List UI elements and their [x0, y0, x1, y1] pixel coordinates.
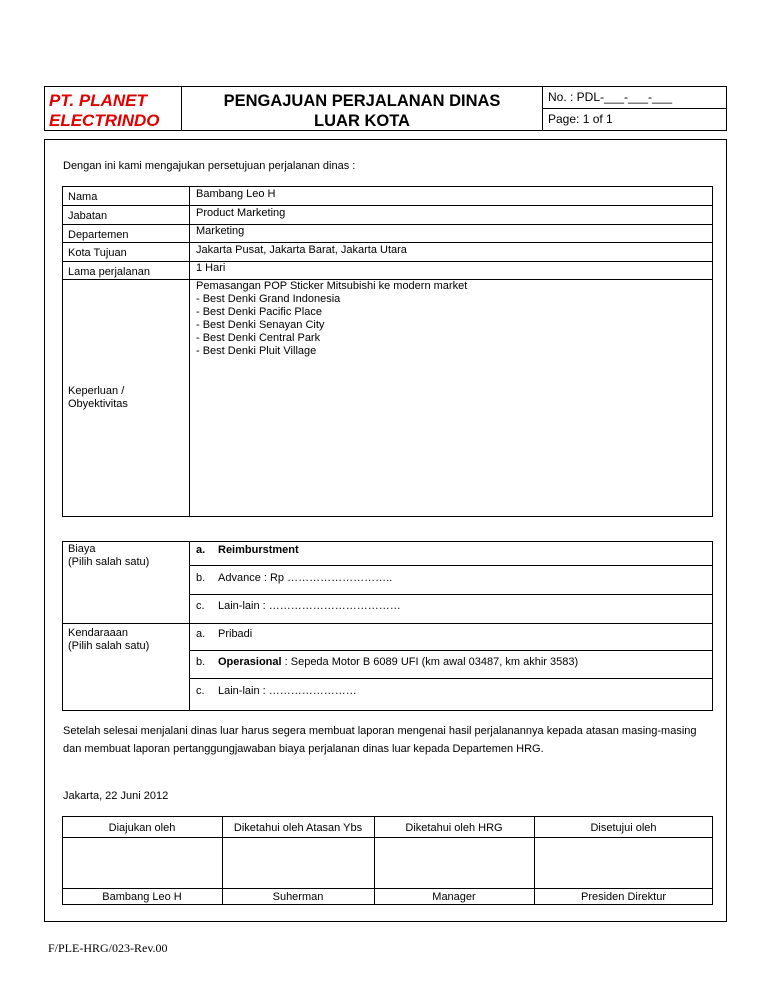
signature-header: Disetujui oleh — [590, 822, 657, 834]
company-name-line2: ELECTRINDO — [49, 111, 160, 130]
document-title-box — [181, 86, 543, 131]
departemen-value: Marketing — [196, 225, 245, 237]
signatory-name: Manager — [432, 891, 476, 903]
document-title-line1: PENGAJUAN PERJALANAN DINAS — [223, 92, 501, 110]
document-title-line2: LUAR KOTA — [314, 112, 410, 130]
option-text: Pribadi — [218, 628, 253, 640]
nama-value: Bambang Leo H — [196, 188, 276, 200]
options-group-line — [62, 623, 713, 624]
lama-perjalanan-value: 1 Hari — [196, 262, 226, 274]
kendaraan-option-c[interactable] — [196, 685, 357, 698]
option-text: Advance : Rp ……………………….. — [218, 572, 393, 584]
keperluan-label — [62, 383, 128, 411]
biaya-label — [68, 543, 149, 569]
option-key: c. — [196, 685, 205, 697]
info-row-line — [62, 261, 713, 262]
biaya-label-line1: Biaya — [68, 543, 96, 555]
kota-tujuan-label: Kota Tujuan — [68, 247, 127, 259]
keperluan-line: Pemasangan POP Sticker Mitsubishi ke modern market — [196, 280, 468, 292]
biaya-label-line2: (Pilih salah satu) — [68, 556, 150, 568]
signature-header: Diajukan oleh — [108, 822, 176, 834]
options-table — [62, 541, 713, 711]
option-key: a. — [196, 628, 206, 640]
option-key: a. — [196, 544, 206, 556]
option-text: : Sepeda Motor B 6089 UFI (km awal 03487, km akhir 3583) — [281, 656, 579, 668]
kota-tujuan-value: Jakarta Pusat, Jakarta Barat, Jakarta Utara — [196, 244, 407, 256]
biaya-option-a[interactable] — [196, 544, 299, 557]
date-text: Jakarta, 22 Juni 2012 — [63, 790, 169, 802]
options-row-line — [189, 650, 713, 651]
kendaraan-label-line2: (Pilih salah satu) — [68, 640, 150, 652]
info-row-line — [62, 224, 713, 225]
page-number: Page: 1 of 1 — [542, 108, 727, 131]
option-text: Lain-lain : …………………… — [218, 685, 357, 697]
options-table-divider — [189, 541, 190, 711]
note-line2: dan membuat laporan pertanggungjawaban biaya perjalanan dinas luar kepada Departemen HRG. — [63, 743, 544, 755]
option-key: b. — [196, 572, 206, 584]
company-name-line1: PT. PLANET — [49, 91, 147, 110]
company-name-box — [44, 86, 182, 131]
option-key: b. — [196, 656, 206, 668]
option-text: Reimburstment — [218, 544, 299, 556]
keperluan-line: - Best Denki Central Park — [196, 332, 321, 344]
keperluan-line: - Best Denki Grand Indonesia — [196, 293, 341, 305]
document-number: No. : PDL-___-___-___ — [542, 86, 727, 109]
signatory-name: Suherman — [272, 891, 324, 903]
options-row-line — [189, 594, 713, 595]
option-text: Lain-lain : ……………………………… — [218, 600, 401, 612]
jabatan-value: Product Marketing — [196, 207, 286, 219]
kendaraan-option-a[interactable] — [196, 628, 252, 641]
signature-header: Diketahui oleh HRG — [405, 822, 503, 834]
keperluan-label-line1: Keperluan / — [68, 385, 125, 397]
keperluan-label-line2: Obyektivitas — [68, 398, 128, 410]
signature-header-line — [62, 837, 713, 838]
options-row-line — [189, 678, 713, 679]
keperluan-line: - Best Denki Pluit Village — [196, 345, 317, 357]
signatory-name: Presiden Direktur — [581, 891, 666, 903]
biaya-option-b[interactable] — [196, 572, 392, 585]
form-code: F/PLE-HRG/023-Rev.00 — [48, 941, 168, 955]
kendaraan-label — [68, 627, 149, 653]
option-text-bold: Operasional — [218, 656, 282, 668]
biaya-option-c[interactable] — [196, 600, 401, 613]
kendaraan-option-b[interactable] — [196, 656, 578, 669]
info-row-line — [62, 205, 713, 206]
kendaraan-label-line1: Kendaraaan — [68, 627, 128, 639]
keperluan-line: - Best Denki Senayan City — [196, 319, 325, 331]
lama-perjalanan-label: Lama perjalanan — [68, 266, 150, 278]
signature-header: Diketahui oleh Atasan Ybs — [233, 822, 363, 834]
keperluan-line: - Best Denki Pacific Place — [196, 306, 322, 318]
note-line1: Setelah selesai menjalani dinas luar harus segera membuat laporan mengenai hasil perjalanannya kepada atasan masing-masing — [63, 725, 697, 737]
options-row-line — [189, 565, 713, 566]
option-key: c. — [196, 600, 205, 612]
jabatan-label: Jabatan — [68, 210, 108, 222]
intro-text: Dengan ini kami mengajukan persetujuan perjalanan dinas : — [63, 160, 356, 172]
departemen-label: Departemen — [68, 229, 129, 241]
signatory-name: Bambang Leo H — [102, 891, 182, 903]
nama-label: Nama — [68, 191, 98, 203]
keperluan-value — [190, 279, 467, 358]
